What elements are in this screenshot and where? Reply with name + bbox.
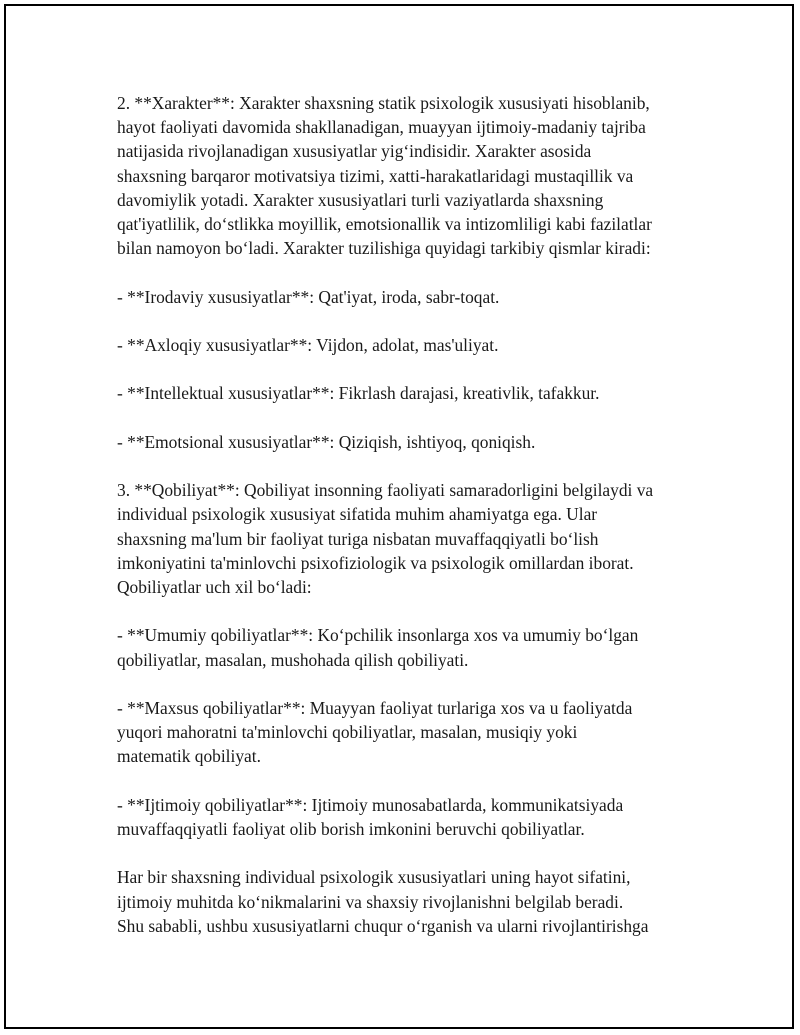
- list-item-ijtimoiy: - **Ijtimoiy qobiliyatlar**: Ijtimoiy munosabatlarda, kommunikatsiyada muvaffaqqiyatli faoliyat olib borish imkonini beruvchi qobiliyatlar.: [117, 794, 624, 839]
- paragraph-gap: [117, 260, 707, 284]
- list-item-irodaviy: - **Irodaviy xususiyatlar**: Qat'iyat, iroda, sabr-toqat.: [117, 286, 500, 307]
- paragraph-xarakter: 2. **Xarakter**: Xarakter shaxsning statik psixologik xususiyati hisoblanib, hayot faoliyati davomida shakllanadigan, muayyan ijtimoiy-madaniy tajriba natijasida rivojlanadigan xususiyatlar yig‘indisidir. Xarakter asosida shaxsning barqaror motivatsiya tizimi, xatti-harakatlaridagi mustaqillik va davomiylik yotadi. Xarakter xususiyatlari turli vaziyatlarda shaxsning qat'iyatlilik, do‘stlikka moyillik, emotsionallik va intizomliligi kabi fazilatlar bilan namoyon bo‘ladi. Xarakter tuzilishiga quyidagi tarkibiy qismlar kiradi:: [117, 93, 652, 259]
- list-item-emotsional: - **Emotsional xususiyatlar**: Qiziqish, ishtiyoq, qoniqish.: [117, 431, 536, 452]
- paragraph-gap: [117, 841, 707, 865]
- paragraph-gap: [117, 309, 707, 333]
- paragraph-qobiliyat: 3. **Qobiliyat**: Qobiliyat insonning faoliyati samaradorligini belgilaydi va individual psixologik xususiyat sifatida muhim ahamiyatga ega. Ular shaxsning ma'lum bir faoliyat turiga nisbatan muvaffaqqiyatli bo‘lish imkoniyatini ta'minlovchi psixofiziologik va psixologik omillardan iborat. Qobiliyatlar uch xil bo‘ladi:: [117, 480, 654, 597]
- paragraph-gap: [117, 599, 707, 623]
- list-item-intellektual: - **Intellektual xususiyatlar**: Fikrlash darajasi, kreativlik, tafakkur.: [117, 383, 600, 404]
- paragraph-gap: [117, 406, 707, 430]
- paragraph-gap: [117, 454, 707, 478]
- document-body: [117, 91, 707, 938]
- paragraph-gap: [117, 769, 707, 793]
- paragraph-gap: [117, 672, 707, 696]
- list-item-maxsus: - **Maxsus qobiliyatlar**: Muayyan faoliyat turlariga xos va u faoliyatda yuqori mahoratni ta'minlovchi qobiliyatlar, masalan, musiqiy yoki matematik qobiliyat.: [117, 697, 633, 767]
- paragraph-gap: [117, 357, 707, 381]
- list-item-umumiy: - **Umumiy qobiliyatlar**: Ko‘pchilik insonlarga xos va umumiy bo‘lgan qobiliyatlar, masalan, mushohada qilish qobiliyati.: [117, 625, 639, 670]
- list-item-axloqiy: - **Axloqiy xususiyatlar**: Vijdon, adolat, mas'uliyat.: [117, 335, 499, 355]
- paragraph-conclusion: Har bir shaxsning individual psixologik xususiyatlari uning hayot sifatini, ijtimoiy muhitda ko‘nikmalarini va shaxsiy rivojlanishni belgilab beradi. Shu sababli, ushbu xususiyatlarni chuqur o‘rganish va ularni rivojlantirishga: [117, 867, 649, 936]
